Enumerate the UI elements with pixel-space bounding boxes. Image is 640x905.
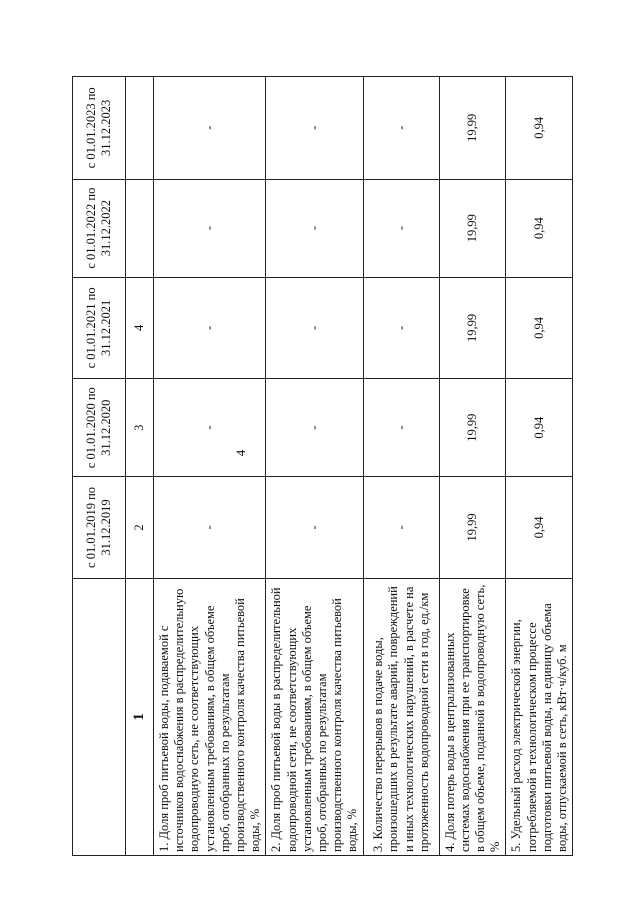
value-cell: -: [266, 77, 363, 180]
indicators-table: [72, 76, 573, 856]
column-number-cell: [126, 179, 154, 277]
value-cell: -: [154, 379, 266, 477]
header-cell: с 01.01.2019 по 31.12.2019: [73, 477, 126, 578]
value-cell: 0,94: [506, 379, 573, 477]
value-cell: -: [266, 277, 363, 378]
indicator-label: 5. Удельный расход электрической энергии, потребляемой в технологическом процессе подготовки питьевой воды, на единицу объема воды, отпускаемой в сеть, кВт·ч/куб. м: [506, 578, 573, 855]
value-cell: -: [266, 179, 363, 277]
header-cell: с 01.01.2020 по 31.12.2020: [73, 379, 126, 477]
column-number-row: [126, 77, 154, 856]
value-cell: -: [266, 379, 363, 477]
header-row: [73, 77, 126, 856]
indicator-label: 1. Доля проб питьевой воды, подаваемой с источников водоснабжения в распределительную водопроводную сеть, не соответствующих установленным требованиям, в общем объеме проб, отобранных по результатам производственного контроля качества питьевой воды, %: [154, 578, 266, 855]
column-number-cell: [126, 77, 154, 180]
indicator-label: 4. Доля потерь воды в централизованных системах водоснабжения при ее транспортировке в общем объеме, поданной в водопроводную сеть, %: [439, 578, 506, 855]
header-cell: [73, 578, 126, 855]
value-cell: -: [363, 179, 439, 277]
indicator-label: 3. Количество перерывов в подаче воды, произошедших в результате аварий, повреждений и иных технологических нарушений, в расчете на протяженность водопроводной сети в год, ед./км: [363, 578, 439, 855]
value-cell: 19,99: [439, 77, 506, 180]
table-row: [439, 77, 506, 856]
table-row: [154, 77, 266, 856]
value-cell: -: [363, 77, 439, 180]
value-cell: 19,99: [439, 179, 506, 277]
header-cell: с 01.01.2021 по 31.12.2021: [73, 277, 126, 378]
page-number: 4: [233, 449, 248, 457]
value-cell: -: [266, 477, 363, 578]
value-cell: -: [154, 179, 266, 277]
value-cell: 0,94: [506, 77, 573, 180]
table-row: [363, 77, 439, 856]
value-cell: -: [363, 379, 439, 477]
value-cell: 19,99: [439, 379, 506, 477]
table-row: [266, 77, 363, 856]
indicator-label: 2. Доля проб питьевой воды в распределительной водопроводной сети, не соответствующих установленным требованиям, в общем объеме проб, отобранных по результатам производственного контроля качества питьевой воды, %: [266, 578, 363, 855]
value-cell: -: [154, 77, 266, 180]
header-cell: с 01.01.2023 по 31.12.2023: [73, 77, 126, 180]
indicators-table-wrapper: [72, 76, 570, 856]
value-cell: -: [154, 477, 266, 578]
value-cell: -: [363, 477, 439, 578]
value-cell: 19,99: [439, 277, 506, 378]
value-cell: 19,99: [439, 477, 506, 578]
value-cell: -: [363, 277, 439, 378]
table-row: [506, 77, 573, 856]
column-number-cell: 1: [126, 578, 154, 855]
value-cell: 0,94: [506, 477, 573, 578]
column-number-cell: 2: [126, 477, 154, 578]
value-cell: 0,94: [506, 179, 573, 277]
header-cell: с 01.01.2022 по 31.12.2022: [73, 179, 126, 277]
column-number-cell: 4: [126, 277, 154, 378]
value-cell: 0,94: [506, 277, 573, 378]
column-number-cell: 3: [126, 379, 154, 477]
value-cell: -: [154, 277, 266, 378]
